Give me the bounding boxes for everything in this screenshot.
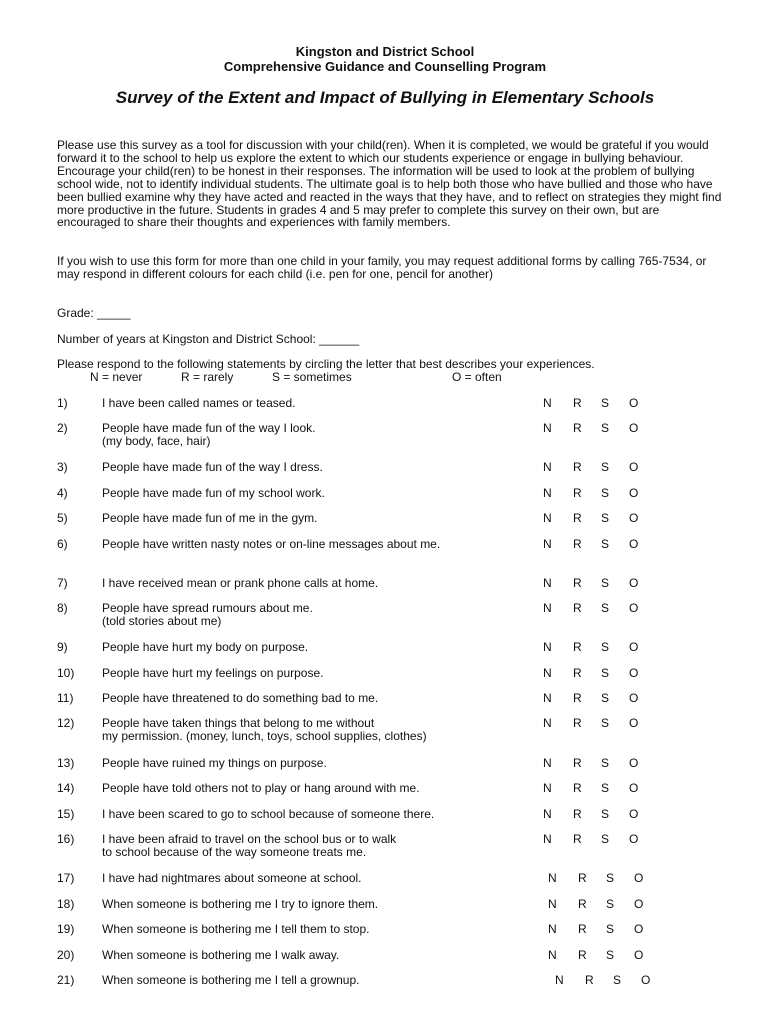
item-statement: When someone is bothering me I walk away. <box>102 948 340 962</box>
option-often[interactable]: O <box>629 460 639 474</box>
option-often[interactable]: O <box>634 922 644 936</box>
option-often[interactable]: O <box>629 807 639 821</box>
option-often[interactable]: O <box>629 601 639 615</box>
option-rarely[interactable]: R <box>578 871 587 885</box>
option-never[interactable]: N <box>548 948 557 962</box>
option-never[interactable]: N <box>548 897 557 911</box>
option-rarely[interactable]: R <box>573 421 582 435</box>
option-rarely[interactable]: R <box>573 716 582 730</box>
item-statement: People have written nasty notes or on-line messages about me. <box>102 537 441 551</box>
option-often[interactable]: O <box>629 576 639 590</box>
option-never[interactable]: N <box>543 421 552 435</box>
option-sometimes[interactable]: S <box>601 486 610 500</box>
option-rarely[interactable]: R <box>573 537 582 551</box>
item-number: 1) <box>57 396 68 410</box>
option-sometimes[interactable]: S <box>606 897 615 911</box>
legend-often: O = often <box>452 370 502 384</box>
option-rarely[interactable]: R <box>573 666 582 680</box>
option-never[interactable]: N <box>543 537 552 551</box>
option-often[interactable]: O <box>629 396 639 410</box>
item-statement: People have made fun of me in the gym. <box>102 511 318 525</box>
option-never[interactable]: N <box>543 781 552 795</box>
option-never[interactable]: N <box>555 973 564 987</box>
option-sometimes[interactable]: S <box>601 601 610 615</box>
option-sometimes[interactable]: S <box>606 871 615 885</box>
grade-field[interactable]: Grade: _____ <box>57 306 131 320</box>
option-often[interactable]: O <box>629 832 639 846</box>
option-sometimes[interactable]: S <box>601 640 610 654</box>
item-number: 17) <box>57 871 75 885</box>
option-often[interactable]: O <box>629 756 639 770</box>
item-statement: When someone is bothering me I tell them to stop. <box>102 922 370 936</box>
item-number: 18) <box>57 897 75 911</box>
item-statement: People have made fun of the way I dress. <box>102 460 323 474</box>
option-never[interactable]: N <box>543 666 552 680</box>
option-never[interactable]: N <box>543 460 552 474</box>
option-sometimes[interactable]: S <box>606 948 615 962</box>
option-often[interactable]: O <box>634 948 644 962</box>
option-rarely[interactable]: R <box>573 460 582 474</box>
item-number: 2) <box>57 421 68 435</box>
item-statement: People have made fun of my school work. <box>102 486 325 500</box>
option-sometimes[interactable]: S <box>601 576 610 590</box>
item-statement: I have been afraid to travel on the school bus or to walk to school because of the way someone treats me. <box>102 832 397 859</box>
option-rarely[interactable]: R <box>585 973 594 987</box>
option-sometimes[interactable]: S <box>601 666 610 680</box>
item-number: 11) <box>57 691 74 705</box>
option-sometimes[interactable]: S <box>601 781 610 795</box>
option-sometimes[interactable]: S <box>601 756 610 770</box>
option-rarely[interactable]: R <box>573 756 582 770</box>
option-never[interactable]: N <box>548 922 557 936</box>
option-rarely[interactable]: R <box>573 807 582 821</box>
option-sometimes[interactable]: S <box>601 537 610 551</box>
item-statement: People have spread rumours about me. (told stories about me) <box>102 601 313 628</box>
option-never[interactable]: N <box>543 756 552 770</box>
option-sometimes[interactable]: S <box>601 807 610 821</box>
item-statement: People have taken things that belong to me without my permission. (money, lunch, toys, school supplies, clothes) <box>102 716 427 743</box>
option-rarely[interactable]: R <box>573 640 582 654</box>
option-never[interactable]: N <box>543 576 552 590</box>
option-often[interactable]: O <box>641 973 651 987</box>
option-often[interactable]: O <box>629 640 639 654</box>
item-number: 7) <box>57 576 68 590</box>
program-name: Comprehensive Guidance and Counselling Program <box>223 59 547 74</box>
item-statement: I have received mean or prank phone calls at home. <box>102 576 379 590</box>
option-rarely[interactable]: R <box>573 601 582 615</box>
option-often[interactable]: O <box>634 871 644 885</box>
option-rarely[interactable]: R <box>573 396 582 410</box>
item-statement: People have threatened to do something bad to me. <box>102 691 379 705</box>
item-number: 9) <box>57 640 68 654</box>
option-sometimes[interactable]: S <box>601 832 610 846</box>
legend-sometimes: S = sometimes <box>272 370 352 384</box>
option-never[interactable]: N <box>543 716 552 730</box>
legend-never: N = never <box>90 370 143 384</box>
option-sometimes[interactable]: S <box>601 511 610 525</box>
item-number: 16) <box>57 832 75 846</box>
option-never[interactable]: N <box>543 511 552 525</box>
option-sometimes[interactable]: S <box>601 396 610 410</box>
option-sometimes[interactable]: S <box>601 716 610 730</box>
option-often[interactable]: O <box>629 537 639 551</box>
item-number: 10) <box>57 666 75 680</box>
item-number: 12) <box>57 716 75 730</box>
item-statement: I have been scared to go to school because of someone there. <box>102 807 435 821</box>
option-often[interactable]: O <box>629 421 639 435</box>
school-name: Kingston and District School <box>295 44 475 59</box>
option-rarely[interactable]: R <box>578 948 587 962</box>
option-never[interactable]: N <box>543 691 552 705</box>
option-often[interactable]: O <box>634 897 644 911</box>
item-number: 4) <box>57 486 68 500</box>
item-number: 5) <box>57 511 68 525</box>
item-number: 8) <box>57 601 68 615</box>
instructions: Please respond to the following statements by circling the letter that best describes your experiences. <box>57 357 595 371</box>
option-sometimes[interactable]: S <box>601 460 610 474</box>
option-rarely[interactable]: R <box>573 576 582 590</box>
option-never[interactable]: N <box>543 601 552 615</box>
item-statement: People have ruined my things on purpose. <box>102 756 327 770</box>
option-rarely[interactable]: R <box>578 922 587 936</box>
item-statement: People have made fun of the way I look. (my body, face, hair) <box>102 421 316 448</box>
option-often[interactable]: O <box>629 511 639 525</box>
option-sometimes[interactable]: S <box>613 973 622 987</box>
item-number: 20) <box>57 948 75 962</box>
option-rarely[interactable]: R <box>573 691 582 705</box>
option-never[interactable]: N <box>543 832 552 846</box>
option-rarely[interactable]: R <box>578 897 587 911</box>
multi-child-paragraph: If you wish to use this form for more than one child in your family, you may request additional forms by calling 765-7534, or may respond in different colours for each child (i.e. pen for one, pencil for another) <box>57 254 707 281</box>
item-number: 19) <box>57 922 75 936</box>
option-often[interactable]: O <box>629 781 639 795</box>
option-sometimes[interactable]: S <box>601 691 610 705</box>
option-rarely[interactable]: R <box>573 486 582 500</box>
option-sometimes[interactable]: S <box>601 421 610 435</box>
item-number: 14) <box>57 781 75 795</box>
option-often[interactable]: O <box>629 691 639 705</box>
option-sometimes[interactable]: S <box>606 922 615 936</box>
option-never[interactable]: N <box>543 396 552 410</box>
legend-rarely: R = rarely <box>181 370 234 384</box>
intro-paragraph: Please use this survey as a tool for discussion with your child(ren). When it is completed, we would be grateful if you would forward it to the school to help us explore the extent to which our students experience or engage in bullying behaviour. Encourage your child(ren) to be honest in their responses. The information will be used to look at the problem of bullying school wide, not to identify individual students. The ultimate goal is to help both those who have bullied and those who have been bullied examine why they have acted and reacted in the ways that they have, and to reflect on strategies they might find more productive in the future. Students in grades 4 and 5 may prefer to complete this survey on their own, but are encouraged to share their thoughts and experiences with family members. <box>57 138 722 230</box>
item-number: 3) <box>57 460 68 474</box>
option-often[interactable]: O <box>629 486 639 500</box>
option-never[interactable]: N <box>548 871 557 885</box>
item-number: 15) <box>57 807 75 821</box>
option-often[interactable]: O <box>629 666 639 680</box>
option-rarely[interactable]: R <box>573 511 582 525</box>
item-statement: When someone is bothering me I tell a grownup. <box>102 973 360 987</box>
option-rarely[interactable]: R <box>573 832 582 846</box>
item-statement: People have hurt my feelings on purpose. <box>102 666 324 680</box>
item-statement: People have told others not to play or hang around with me. <box>102 781 420 795</box>
option-rarely[interactable]: R <box>573 781 582 795</box>
option-never[interactable]: N <box>543 807 552 821</box>
item-number: 21) <box>57 973 75 987</box>
option-never[interactable]: N <box>543 486 552 500</box>
item-statement: When someone is bothering me I try to ignore them. <box>102 897 379 911</box>
option-never[interactable]: N <box>543 640 552 654</box>
years-field[interactable]: Number of years at Kingston and District School: ______ <box>57 332 360 346</box>
survey-title: Survey of the Extent and Impact of Bullying in Elementary Schools <box>115 88 655 107</box>
item-statement: I have been called names or teased. <box>102 396 296 410</box>
item-statement: People have hurt my body on purpose. <box>102 640 309 654</box>
item-number: 6) <box>57 537 68 551</box>
item-number: 13) <box>57 756 75 770</box>
item-statement: I have had nightmares about someone at school. <box>102 871 362 885</box>
option-often[interactable]: O <box>629 716 639 730</box>
